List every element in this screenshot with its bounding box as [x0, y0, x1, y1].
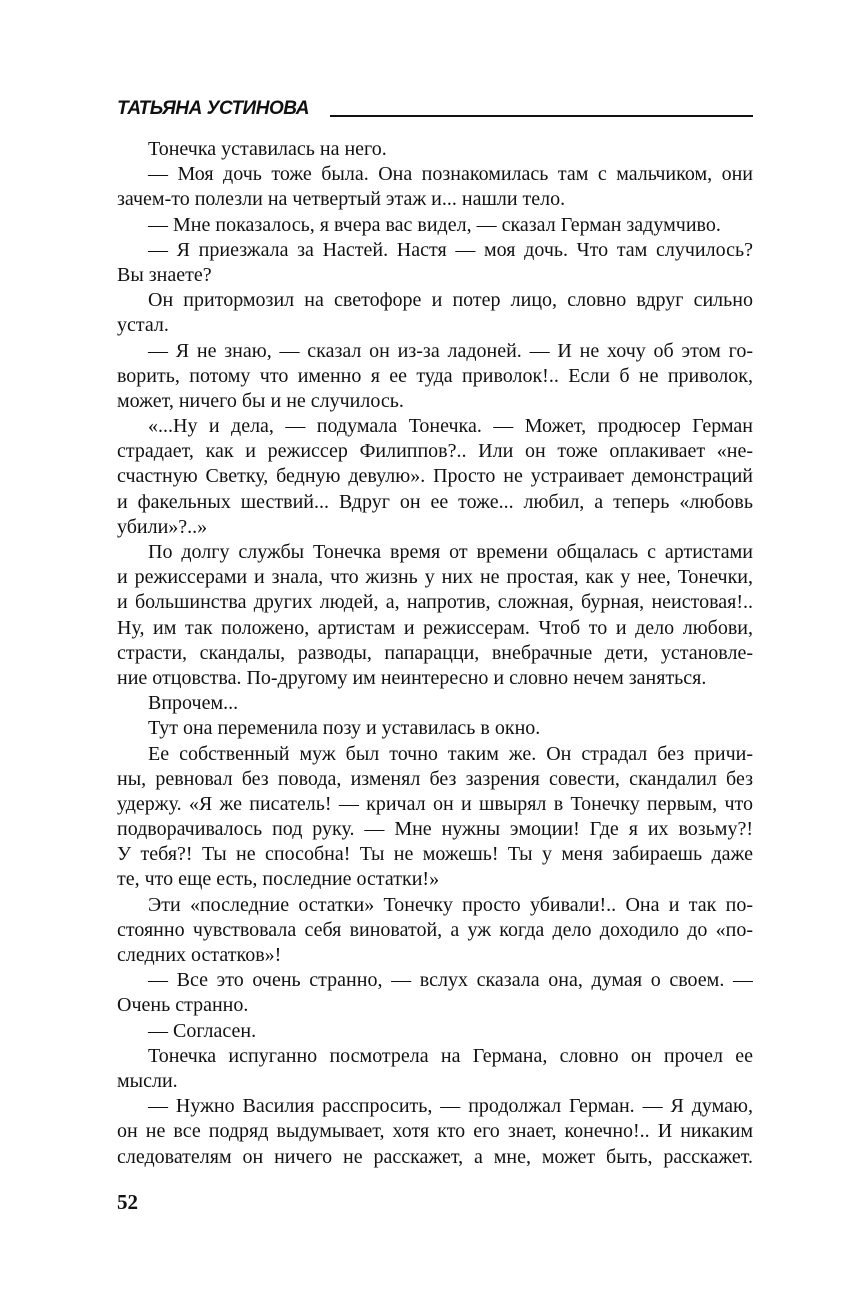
paragraph [117, 213, 753, 238]
text-line: «...Ну и дела, — подумала Тонечка. — Может, продюсер Герман [148, 415, 753, 438]
text-line: устал. [117, 314, 169, 337]
text-line: Вы знаете? [117, 263, 212, 286]
paragraph [117, 1019, 753, 1044]
text-line: ны, ревновал без повода, изменял без зазрения совести, скандалил без [117, 767, 753, 790]
text-line: Он притормозил на светофоре и потер лицо, словно вдруг сильно [148, 289, 753, 312]
header-rule [330, 115, 753, 117]
text-line: страдает, как и режиссер Филиппов?.. Или он тоже оплакивает «не- [117, 440, 753, 463]
text-line: Очень странно. [117, 994, 249, 1017]
text-line: ние отцовства. По-другому им неинтересно и словно нечем заняться. [117, 666, 707, 689]
paragraph [117, 339, 753, 415]
paragraph [117, 540, 753, 691]
body-text [117, 137, 753, 1170]
paragraph [117, 1094, 753, 1170]
text-line: удержу. «Я же писатель! — кричал он и швырял в Тонечку первым, что [117, 792, 753, 815]
text-line: Ну, им так положено, артистам и режиссерам. Чтоб то и дело любови, [117, 616, 753, 639]
text-line: — Я приезжала за Настей. Настя — моя дочь. Что там случилось? [148, 238, 753, 261]
text-line: страсти, скандалы, разводы, папарацци, внебрачные дети, установле- [117, 641, 753, 664]
text-line: — Согласен. [148, 1019, 257, 1042]
text-line: мысли. [117, 1069, 178, 1092]
paragraph [117, 414, 753, 540]
paragraph [117, 893, 753, 969]
text-line: убили»?..» [117, 515, 208, 538]
text-line: зачем-то полезли на четвертый этаж и... нашли тело. [117, 188, 566, 211]
paragraph [117, 742, 753, 893]
text-line: Тонечка уставилась на него. [148, 138, 387, 160]
text-line: — Все это очень странно, — вслух сказала она, думая о своем. — [148, 969, 753, 992]
text-line: У тебя?! Ты не способна! Ты не можешь! Ты у меня забираешь даже [117, 843, 753, 866]
text-line: Ее собственный муж был точно таким же. Он страдал без причи- [148, 742, 753, 765]
text-line: стоянно чувствовала себя виноватой, а уж когда дело доходило до «по- [117, 918, 753, 941]
paragraph [117, 1044, 753, 1094]
text-line: и большинства других людей, а, напротив, сложная, бурная, неистовая!.. [117, 591, 753, 614]
text-line: — Моя дочь тоже была. Она познакомилась там с мальчиком, они [148, 163, 753, 186]
text-line: — Нужно Василия расспросить, — продолжал Герман. — Я думаю, [148, 1095, 753, 1118]
paragraph [117, 716, 753, 741]
text-line: Эти «последние остатки» Тонечку просто убивали!.. Она и так по- [148, 893, 753, 916]
text-line: — Мне показалось, я вчера вас видел, — сказал Герман задумчиво. [148, 213, 721, 236]
text-line: следователям он ничего не расскажет, а мне, может быть, расскажет. [117, 1145, 753, 1168]
text-line: — Я не знаю, — сказал он из-за ладоней. — И не хочу об этом го- [148, 339, 753, 362]
text-line: те, что еще есть, последние остатки!» [117, 868, 440, 891]
text-line: он не все подряд выдумывает, хотя кто его знает, конечно!.. И никаким [117, 1120, 753, 1143]
paragraph [117, 238, 753, 288]
paragraph [117, 288, 753, 338]
text-line: и факельных шествий... Вдруг он ее тоже... любил, а теперь «любовь [117, 490, 753, 513]
text-line: ворить, потому что именно я ее туда приволок!.. Если б не приволок, [117, 364, 753, 387]
text-line: Тонечка испуганно посмотрела на Германа, словно он прочел ее [148, 1044, 753, 1067]
running-header [117, 98, 753, 122]
text-line: Тут она переменила позу и уставилась в окно. [148, 717, 541, 740]
text-line: и режиссерами и знала, что жизнь у них не простая, как у нее, Тонечки, [117, 566, 753, 589]
text-line: счастную Светку, бедную девулю». Просто не устраивает демонстраций [117, 465, 753, 488]
page-number: 52 [117, 1190, 138, 1214]
text-line: подворачивалось под руку. — Мне нужны эмоции! Где я их возьму?! [117, 818, 753, 841]
paragraph [117, 691, 753, 716]
text-line: Впрочем... [148, 692, 239, 715]
text-line: По долгу службы Тонечка время от времени общалась с артистами [148, 541, 753, 563]
author-name: ТАТЬЯНА УСТИНОВА [117, 98, 309, 119]
paragraph [117, 968, 753, 1018]
text-line: может, ничего бы и не случилось. [117, 389, 404, 412]
text-line: следних остатков»! [117, 944, 282, 966]
paragraph [117, 162, 753, 212]
paragraph [117, 137, 753, 162]
